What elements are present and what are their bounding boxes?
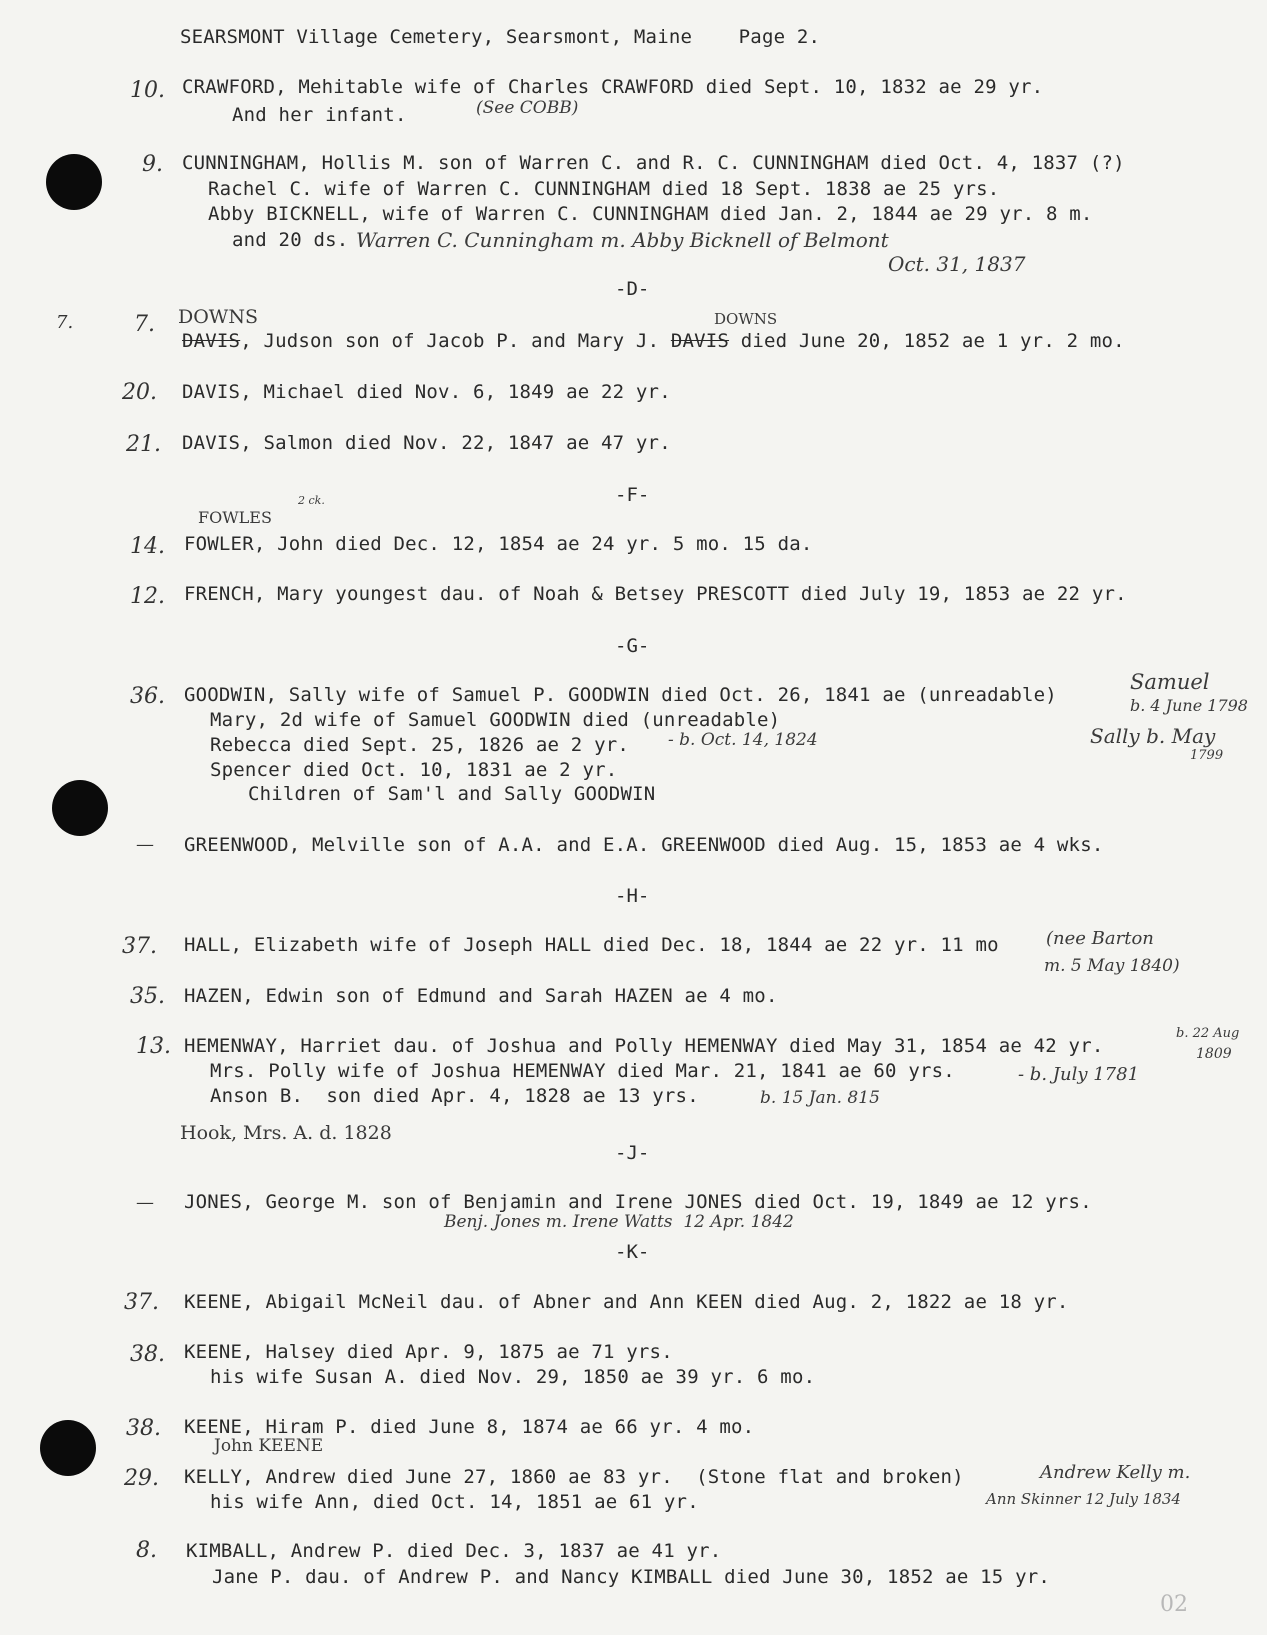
entry-number: 20. xyxy=(122,380,157,405)
handwritten-note: FOWLES xyxy=(198,508,272,527)
section-heading: -J- xyxy=(615,1142,650,1164)
handwritten-note: Samuel xyxy=(1130,670,1210,694)
section-heading: -F- xyxy=(615,484,650,506)
entry-line: KEENE, Halsey died Apr. 9, 1875 ae 71 yrs. xyxy=(184,1341,673,1363)
entry-line: KIMBALL, Andrew P. died Dec. 3, 1837 ae 41 yr. xyxy=(186,1540,722,1562)
entry-line: Anson B. son died Apr. 4, 1828 ae 13 yrs. xyxy=(210,1085,699,1107)
entry-line: KEENE, Hiram P. died June 8, 1874 ae 66 yr. 4 mo. xyxy=(184,1416,755,1438)
handwritten-note: Oct. 31, 1837 xyxy=(888,252,1026,276)
entry-line: GREENWOOD, Melville son of A.A. and E.A. GREENWOOD died Aug. 15, 1853 ae 4 wks. xyxy=(184,834,1104,856)
entry-line: JONES, George M. son of Benjamin and Irene JONES died Oct. 19, 1849 ae 12 yrs. xyxy=(184,1191,1092,1213)
entry-number: 36. xyxy=(130,684,165,709)
entry-number: 7. xyxy=(56,312,74,333)
entry-number: 37. xyxy=(124,1290,159,1315)
entry-line: and 20 ds. xyxy=(232,229,349,251)
entry-line: his wife Susan A. died Nov. 29, 1850 ae 39 yr. 6 mo. xyxy=(210,1366,816,1388)
entry-line: DAVIS, Michael died Nov. 6, 1849 ae 22 yr. xyxy=(182,381,671,403)
entry-line: GOODWIN, Sally wife of Samuel P. GOODWIN died Oct. 26, 1841 ae (unreadable) xyxy=(184,684,1057,706)
handwritten-note: - b. Oct. 14, 1824 xyxy=(668,730,818,750)
section-heading: -K- xyxy=(615,1241,650,1263)
entry-line: Children of Sam'l and Sally GOODWIN xyxy=(248,783,656,805)
entry-number: 37. xyxy=(122,934,157,959)
entry-number: 38. xyxy=(126,1416,161,1441)
entry-text: died June 20, 1852 ae 1 yr. 2 mo. xyxy=(729,330,1125,352)
entry-line: HEMENWAY, Harriet dau. of Joshua and Polly HEMENWAY died May 31, 1854 ae 42 yr. xyxy=(184,1035,1104,1057)
entry-line: CRAWFORD, Mehitable wife of Charles CRAWFORD died Sept. 10, 1832 ae 29 yr. xyxy=(182,76,1044,98)
handwritten-note: Hook, Mrs. A. d. 1828 xyxy=(180,1122,392,1144)
handwritten-note: DOWNS xyxy=(714,310,778,328)
handwritten-note: b. 15 Jan. 815 xyxy=(760,1088,880,1108)
entry-line: DAVIS, Salmon died Nov. 22, 1847 ae 47 yr. xyxy=(182,432,671,454)
entry-line: Rachel C. wife of Warren C. CUNNINGHAM died 18 Sept. 1838 ae 25 yrs. xyxy=(208,178,1000,200)
entry-line: Jane P. dau. of Andrew P. and Nancy KIMBALL died June 30, 1852 ae 15 yr. xyxy=(212,1566,1051,1588)
handwritten-note: DOWNS xyxy=(178,306,258,328)
entry-number: 14. xyxy=(130,534,165,559)
entry-line: And her infant. xyxy=(232,104,407,126)
entry-line: Rebecca died Sept. 25, 1826 ae 2 yr. xyxy=(210,734,630,756)
handwritten-note: 1799 xyxy=(1190,748,1224,763)
entry-line: FOWLER, John died Dec. 12, 1854 ae 24 yr. 5 mo. 15 da. xyxy=(184,533,813,555)
entry-number: 38. xyxy=(130,1342,165,1367)
entry-line: CUNNINGHAM, Hollis M. son of Warren C. and R. C. CUNNINGHAM died Oct. 4, 1837 (?) xyxy=(182,152,1125,174)
struck-surname: DAVIS xyxy=(670,330,730,352)
handwritten-note: Ann Skinner 12 July 1834 xyxy=(986,1490,1181,1508)
entry-line: Mary, 2d wife of Samuel GOODWIN died (unreadable) xyxy=(210,709,781,731)
handwritten-note: 1809 xyxy=(1196,1046,1232,1062)
entry-number: 35. xyxy=(130,984,165,1009)
punch-hole xyxy=(40,1420,96,1476)
handwritten-note: 2 ck. xyxy=(298,494,325,507)
entry-line: Mrs. Polly wife of Joshua HEMENWAY died Mar. 21, 1841 ae 60 yrs. xyxy=(210,1060,955,1082)
page-header: SEARSMONT Village Cemetery, Searsmont, Maine Page 2. xyxy=(180,26,821,48)
handwritten-note: Benj. Jones m. Irene Watts 12 Apr. 1842 xyxy=(444,1212,794,1232)
entry-number: — xyxy=(136,1192,154,1213)
handwritten-note: - b. July 1781 xyxy=(1018,1064,1140,1085)
entry-number: 8. xyxy=(136,1538,157,1563)
entry-number: 13. xyxy=(136,1034,171,1059)
handwritten-note: b. 4 June 1798 xyxy=(1130,696,1248,715)
entry-line: HAZEN, Edwin son of Edmund and Sarah HAZEN ae 4 mo. xyxy=(184,985,778,1007)
handwritten-note: John KEENE xyxy=(214,1436,324,1456)
handwritten-note: (See COBB) xyxy=(476,98,579,118)
handwritten-note: (nee Barton xyxy=(1046,928,1154,949)
entry-number: 10. xyxy=(130,78,165,103)
handwritten-note: Sally b. May xyxy=(1090,724,1216,748)
section-heading: -H- xyxy=(615,885,650,907)
entry-line: Spencer died Oct. 10, 1831 ae 2 yr. xyxy=(210,759,618,781)
entry-number: 21. xyxy=(126,432,161,457)
entry-line: HALL, Elizabeth wife of Joseph HALL died Dec. 18, 1844 ae 22 yr. 11 mo xyxy=(184,934,999,956)
entry-line: FRENCH, Mary youngest dau. of Noah & Betsey PRESCOTT died July 19, 1853 ae 22 yr. xyxy=(184,583,1127,605)
handwritten-note: Andrew Kelly m. xyxy=(1040,1462,1191,1483)
struck-surname: DAVIS xyxy=(182,330,241,352)
entry-number: 29. xyxy=(124,1466,159,1491)
page-number: 02 xyxy=(1160,1592,1188,1617)
entry-line xyxy=(182,330,1125,352)
entry-line: KELLY, Andrew died June 27, 1860 ae 83 yr. (Stone flat and broken) xyxy=(184,1466,964,1488)
punch-hole xyxy=(46,154,102,210)
section-heading: -D- xyxy=(615,278,650,300)
entry-line: Abby BICKNELL, wife of Warren C. CUNNINGHAM died Jan. 2, 1844 ae 29 yr. 8 m. xyxy=(208,203,1093,225)
entry-number: 7. xyxy=(134,312,155,337)
entry-line: KEENE, Abigail McNeil dau. of Abner and Ann KEEN died Aug. 2, 1822 ae 18 yr. xyxy=(184,1291,1069,1313)
entry-number: 9. xyxy=(142,152,163,177)
entry-number: — xyxy=(136,834,154,855)
section-heading: -G- xyxy=(615,635,650,657)
punch-hole xyxy=(52,780,108,836)
entry-text: , Judson son of Jacob P. and Mary J. xyxy=(240,330,671,352)
handwritten-note: m. 5 May 1840) xyxy=(1044,956,1180,976)
entry-line: his wife Ann, died Oct. 14, 1851 ae 61 yr. xyxy=(210,1491,699,1513)
entry-number: 12. xyxy=(130,584,165,609)
handwritten-note: b. 22 Aug xyxy=(1176,1026,1240,1041)
handwritten-note: Warren C. Cunningham m. Abby Bicknell of Belmont xyxy=(356,228,889,252)
